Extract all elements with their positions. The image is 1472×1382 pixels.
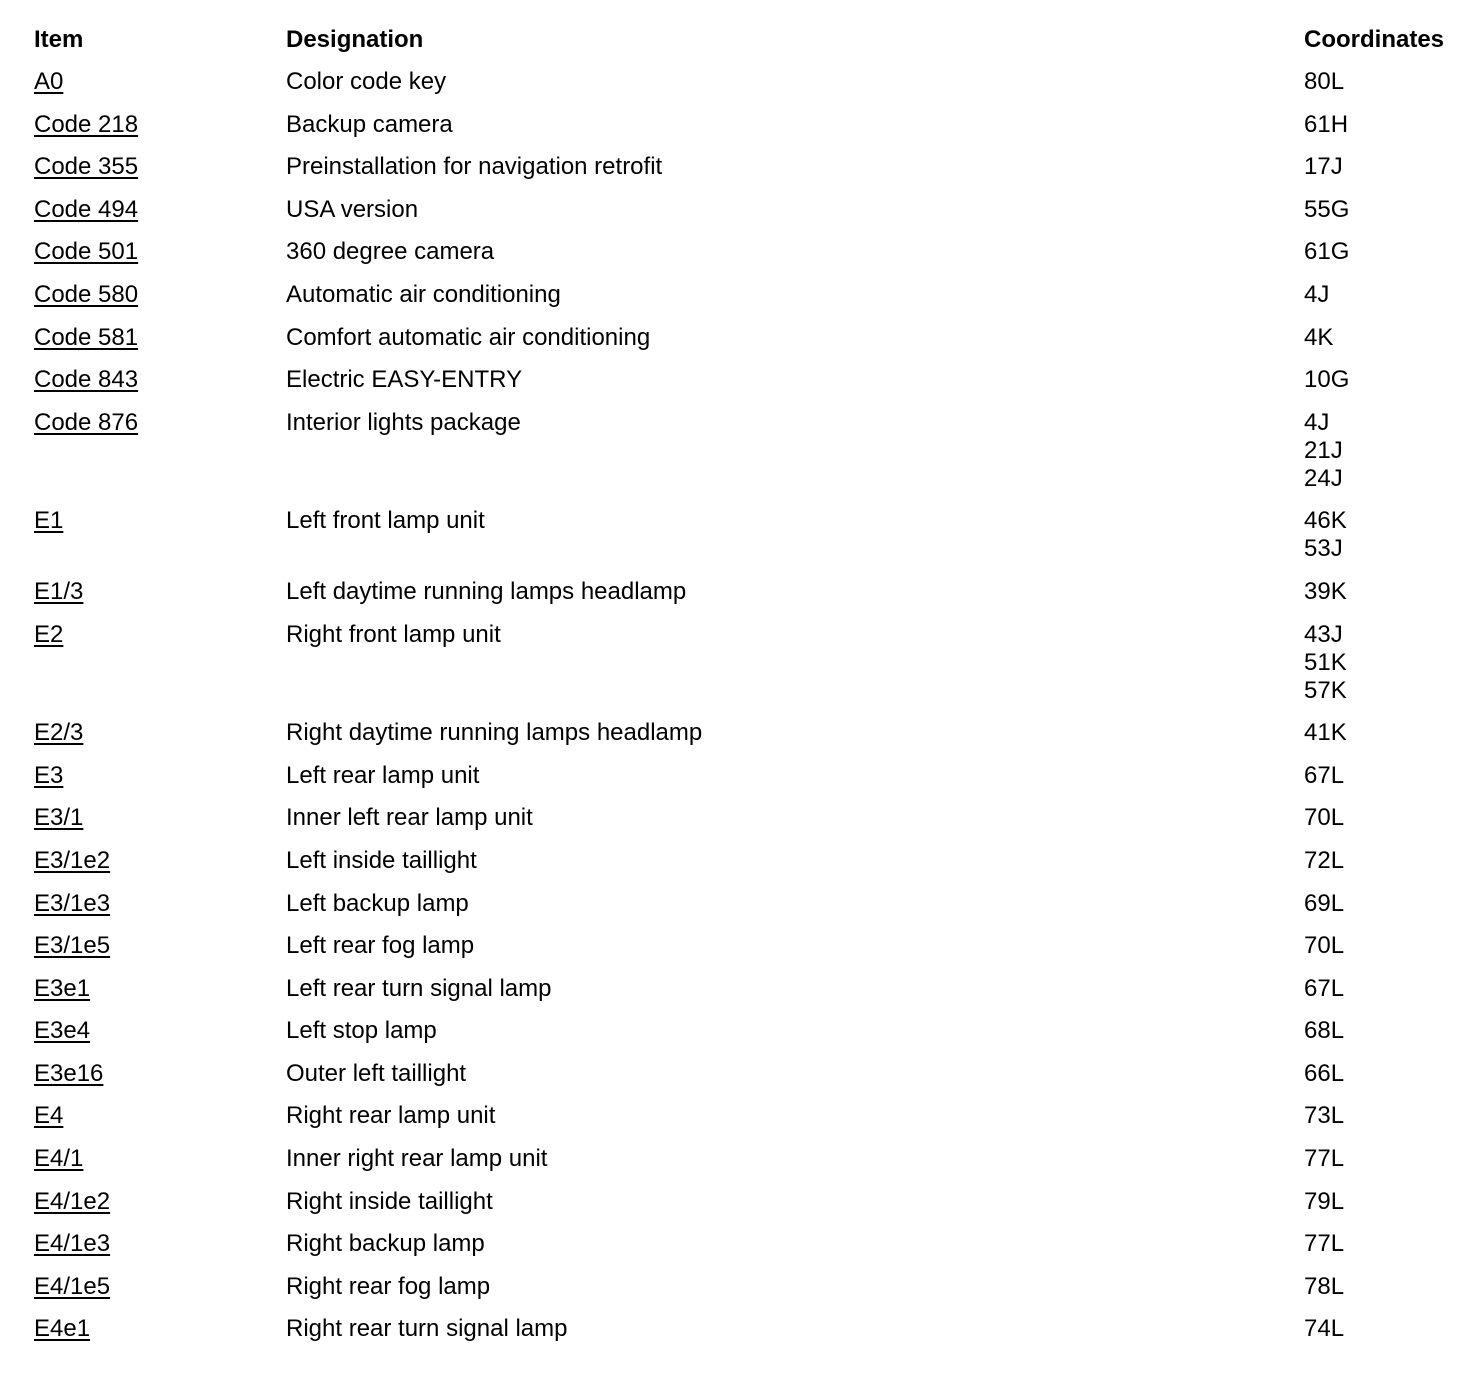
table-row xyxy=(34,890,1464,933)
designation-cell: Right inside taillight xyxy=(286,1187,493,1215)
coordinate-value: 77L xyxy=(1304,1230,1345,1258)
designation-cell: 360 degree camera xyxy=(286,238,495,266)
coordinates-cell xyxy=(1304,68,1344,96)
table-row xyxy=(34,932,1464,975)
coordinate-value: 67L xyxy=(1304,761,1345,789)
item-link[interactable]: E4 xyxy=(34,1102,64,1130)
table-row xyxy=(34,111,1464,154)
table-row xyxy=(34,409,1464,508)
table-row xyxy=(34,281,1464,324)
item-link[interactable]: Code 494 xyxy=(34,195,139,223)
coordinates-cell xyxy=(1304,1315,1344,1343)
coordinate-value: 53J xyxy=(1304,535,1343,563)
designation-cell: Right rear fog lamp xyxy=(286,1272,491,1300)
item-link[interactable]: E3e1 xyxy=(34,974,91,1002)
coordinate-value: 72L xyxy=(1304,846,1345,874)
coordinate-value: 4J xyxy=(1304,280,1330,308)
designation-cell: Left rear turn signal lamp xyxy=(286,974,552,1002)
designation-cell: Left rear lamp unit xyxy=(286,761,480,789)
designation-cell: Left stop lamp xyxy=(286,1017,437,1045)
legend-table xyxy=(34,26,1464,1358)
coordinates-cell xyxy=(1304,507,1347,563)
coordinate-value: 41K xyxy=(1304,719,1347,747)
designation-cell: Left inside taillight xyxy=(286,846,477,874)
coordinates-cell xyxy=(1304,1188,1344,1216)
coordinates-cell xyxy=(1304,238,1349,266)
coordinate-value: 51K xyxy=(1304,648,1347,676)
coordinate-value: 67L xyxy=(1304,974,1345,1002)
designation-cell: Left front lamp unit xyxy=(286,507,485,535)
item-link[interactable]: Code 843 xyxy=(34,366,139,394)
item-link[interactable]: Code 581 xyxy=(34,323,139,351)
coordinate-value: 78L xyxy=(1304,1272,1345,1300)
table-row xyxy=(34,719,1464,762)
coordinates-cell xyxy=(1304,1102,1344,1130)
table-row xyxy=(34,507,1464,578)
item-link[interactable]: E1 xyxy=(34,507,64,535)
coordinate-value: 70L xyxy=(1304,932,1345,960)
coordinates-cell xyxy=(1304,281,1329,309)
item-link[interactable]: Code 218 xyxy=(34,110,139,138)
item-link[interactable]: Code 355 xyxy=(34,153,139,181)
item-link[interactable]: E4e1 xyxy=(34,1315,91,1343)
coordinate-value: 61H xyxy=(1304,110,1349,138)
table-row xyxy=(34,1230,1464,1273)
table-row xyxy=(34,762,1464,805)
coordinates-cell xyxy=(1304,196,1349,224)
coordinate-value: 4K xyxy=(1304,323,1334,351)
designation-column-header: Designation xyxy=(286,26,424,53)
coordinates-cell xyxy=(1304,366,1349,394)
coordinates-cell xyxy=(1304,762,1344,790)
designation-cell: USA version xyxy=(286,195,419,223)
coordinates-cell xyxy=(1304,578,1347,606)
coordinates-cell xyxy=(1304,621,1347,705)
item-link[interactable]: E4/1e3 xyxy=(34,1230,111,1258)
designation-cell: Interior lights package xyxy=(286,408,521,436)
table-row xyxy=(34,366,1464,409)
table-row xyxy=(34,68,1464,111)
designation-cell: Right rear lamp unit xyxy=(286,1102,496,1130)
designation-cell: Comfort automatic air conditioning xyxy=(286,323,651,351)
designation-cell: Left daytime running lamps headlamp xyxy=(286,577,687,605)
table-row xyxy=(34,1315,1464,1358)
item-link[interactable]: E3/1e3 xyxy=(34,889,111,917)
coordinate-value: 10G xyxy=(1304,366,1350,394)
designation-cell: Right front lamp unit xyxy=(286,620,501,648)
table-row xyxy=(34,1188,1464,1231)
item-link[interactable]: E3/1e2 xyxy=(34,846,111,874)
item-link[interactable]: Code 580 xyxy=(34,280,139,308)
designation-cell: Automatic air conditioning xyxy=(286,280,561,308)
designation-cell: Left backup lamp xyxy=(286,889,469,917)
coordinate-value: 77L xyxy=(1304,1145,1345,1173)
table-row xyxy=(34,1060,1464,1103)
designation-cell: Left rear fog lamp xyxy=(286,932,475,960)
coordinates-cell xyxy=(1304,409,1343,493)
coordinates-cell xyxy=(1304,1273,1344,1301)
table-row xyxy=(34,621,1464,720)
coordinates-cell xyxy=(1304,324,1333,352)
table-row xyxy=(34,1145,1464,1188)
item-link[interactable]: Code 876 xyxy=(34,408,139,436)
table-row xyxy=(34,238,1464,281)
designation-cell: Inner right rear lamp unit xyxy=(286,1145,548,1173)
item-link[interactable]: Code 501 xyxy=(34,238,139,266)
table-row xyxy=(34,324,1464,367)
item-link[interactable]: E4/1e2 xyxy=(34,1187,111,1215)
item-link[interactable]: E4/1 xyxy=(34,1145,84,1173)
designation-cell: Color code key xyxy=(286,68,447,95)
coordinates-cell xyxy=(1304,1145,1344,1173)
coordinate-value: 43J xyxy=(1304,620,1343,648)
coordinates-cell xyxy=(1304,804,1344,832)
coordinates-cell xyxy=(1304,847,1344,875)
table-row xyxy=(34,578,1464,621)
coordinate-value: 80L xyxy=(1304,68,1345,95)
table-body xyxy=(34,68,1464,1358)
item-link[interactable]: E2 xyxy=(34,620,64,648)
coordinates-cell xyxy=(1304,719,1347,747)
table-row xyxy=(34,847,1464,890)
coordinates-cell xyxy=(1304,111,1348,139)
table-row xyxy=(34,153,1464,196)
coordinates-cell xyxy=(1304,153,1343,181)
coordinate-value: 68L xyxy=(1304,1017,1345,1045)
coordinate-value: 46K xyxy=(1304,507,1347,535)
coordinate-value: 66L xyxy=(1304,1059,1345,1087)
item-link[interactable]: A0 xyxy=(34,68,64,95)
coordinate-value: 74L xyxy=(1304,1315,1345,1343)
coordinate-value: 73L xyxy=(1304,1102,1345,1130)
coordinates-cell xyxy=(1304,932,1344,960)
item-link[interactable]: E3e4 xyxy=(34,1017,91,1045)
item-column-header: Item xyxy=(34,26,84,53)
coordinates-cell xyxy=(1304,1060,1344,1088)
coordinate-value: 70L xyxy=(1304,804,1345,832)
designation-cell: Preinstallation for navigation retrofit xyxy=(286,153,663,181)
coordinate-value: 4J xyxy=(1304,408,1330,436)
coordinate-value: 17J xyxy=(1304,153,1343,181)
coordinate-value: 79L xyxy=(1304,1187,1345,1215)
table-row xyxy=(34,1102,1464,1145)
designation-cell: Right rear turn signal lamp xyxy=(286,1315,568,1343)
designation-cell: Inner left rear lamp unit xyxy=(286,804,533,832)
item-link[interactable]: E3 xyxy=(34,761,64,789)
item-link[interactable]: E1/3 xyxy=(34,577,84,605)
coordinates-cell xyxy=(1304,890,1344,918)
coordinates-cell xyxy=(1304,1230,1344,1258)
table-header xyxy=(34,26,1464,68)
table-row xyxy=(34,196,1464,239)
designation-cell: Electric EASY-ENTRY xyxy=(286,366,523,394)
coordinates-cell xyxy=(1304,975,1344,1003)
coordinate-value: 69L xyxy=(1304,889,1345,917)
coordinates-column-header: Coordinates xyxy=(1304,26,1445,53)
table-row xyxy=(34,975,1464,1018)
item-link[interactable]: E3/1e5 xyxy=(34,932,111,960)
coordinate-value: 21J xyxy=(1304,436,1343,464)
coordinate-value: 61G xyxy=(1304,238,1350,266)
coordinate-value: 55G xyxy=(1304,195,1350,223)
item-link[interactable]: E4/1e5 xyxy=(34,1272,111,1300)
table-row xyxy=(34,804,1464,847)
item-link[interactable]: E3e16 xyxy=(34,1059,104,1087)
item-link[interactable]: E3/1 xyxy=(34,804,84,832)
designation-cell: Outer left taillight xyxy=(286,1059,467,1087)
coordinate-value: 57K xyxy=(1304,676,1347,704)
coordinate-value: 39K xyxy=(1304,577,1347,605)
table-row xyxy=(34,1273,1464,1316)
item-link[interactable]: E2/3 xyxy=(34,719,84,747)
coordinate-value: 24J xyxy=(1304,464,1343,492)
coordinates-cell xyxy=(1304,1017,1344,1045)
designation-cell: Backup camera xyxy=(286,110,453,138)
designation-cell: Right backup lamp xyxy=(286,1230,485,1258)
table-row xyxy=(34,1017,1464,1060)
designation-cell: Right daytime running lamps headlamp xyxy=(286,719,703,747)
